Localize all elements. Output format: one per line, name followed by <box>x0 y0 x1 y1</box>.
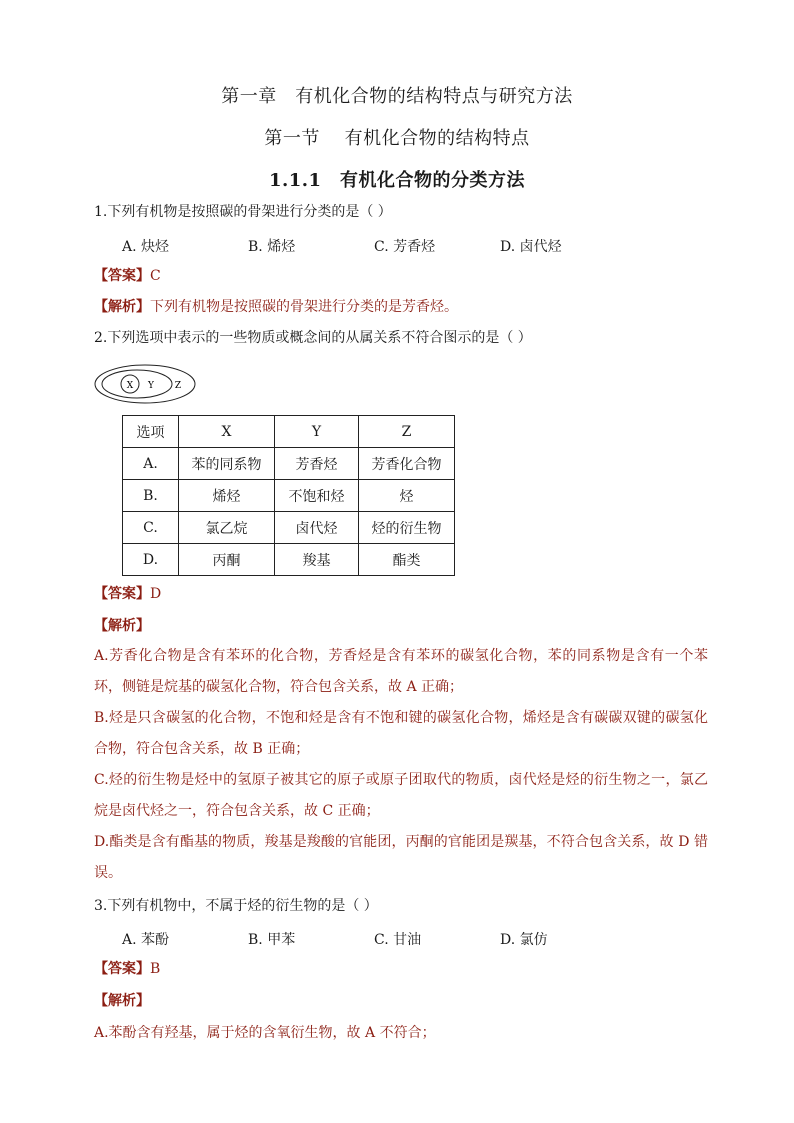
q1-answer-value: C <box>150 268 161 284</box>
table-row <box>123 544 455 576</box>
q3-option-d: D. 氯仿 <box>500 932 548 948</box>
q1-analysis <box>94 297 458 317</box>
q1-answer <box>94 266 161 286</box>
q2-answer <box>94 584 161 604</box>
table-cell: 丙酮 <box>179 544 275 576</box>
q1-option-a: A. 炔烃 <box>122 239 170 255</box>
q3-analysis-label: 【解析】 <box>94 993 150 1009</box>
q1-analysis-text: 下列有机物是按照碳的骨架进行分类的是芳香烃。 <box>150 299 458 315</box>
q2-analysis-b: B.烃是只含碳氢的化合物，不饱和烃是含有不饱和键的碳氢化合物，烯烃是含有碳碳双键的碳氢化合物，符合包含关系，故 B 正确； <box>94 710 708 757</box>
nested-ellipse-diagram <box>94 364 198 406</box>
q3-analysis-heading <box>94 991 150 1011</box>
table-cell: 氯乙烷 <box>179 512 275 544</box>
q2-answer-label: 【答案】 <box>94 586 150 602</box>
table-cell: A. <box>123 448 179 480</box>
q2-analysis-label: 【解析】 <box>94 618 150 634</box>
diagram-label-y: Y <box>148 381 154 391</box>
ellipse-y <box>102 370 172 398</box>
subsection-title: 1.1.1 有机化合物的分类方法 <box>268 170 526 191</box>
table-cell: D. <box>123 544 179 576</box>
table-cell: 烃 <box>359 480 455 512</box>
q2-stem: 2.下列选项中表示的一些物质或概念间的从属关系不符合图示的是（ ） <box>94 330 532 346</box>
table-cell: 羧基 <box>275 544 359 576</box>
q1-answer-label: 【答案】 <box>94 268 150 284</box>
section-title: 第一节 有机化合物的结构特点 <box>264 128 530 149</box>
q2-answer-value: D <box>150 586 162 602</box>
q3-option-b: B. 甲苯 <box>248 932 296 948</box>
table-cell: 芳香烃 <box>275 448 359 480</box>
table-cell: 芳香化合物 <box>359 448 455 480</box>
table-cell: 烯烃 <box>179 480 275 512</box>
q2-analysis-d: D.酯类是含有酯基的物质，羧基是羧酸的官能团，丙酮的官能团是羰基，不符合包含关系，故 D 错误。 <box>94 834 708 881</box>
table-header-cell: 选项 <box>123 416 179 448</box>
table-row <box>123 512 455 544</box>
table-header-cell: X <box>179 416 275 448</box>
table-row <box>123 448 455 480</box>
q2-analysis-a: A.芳香化合物是含有苯环的化合物，芳香烃是含有苯环的碳氢化合物，苯的同系物是含有一个苯环，侧链是烷基的碳氢化合物，符合包含关系，故 A 正确； <box>94 648 708 695</box>
q3-answer <box>94 959 160 979</box>
q3-analysis-a: A.苯酚含有羟基，属于烃的含氧衍生物，故 A 不符合； <box>94 1025 436 1041</box>
q3-option-a: A. 苯酚 <box>122 932 170 948</box>
table-cell: 不饱和烃 <box>275 480 359 512</box>
chapter-title: 第一章 有机化合物的结构特点与研究方法 <box>221 86 573 107</box>
q3-answer-value: B <box>150 961 161 977</box>
table-header-cell: Z <box>359 416 455 448</box>
q1-option-d: D. 卤代烃 <box>500 239 562 255</box>
q2-options-table <box>122 415 455 576</box>
q3-option-c: C. 甘油 <box>374 932 422 948</box>
q3-answer-label: 【答案】 <box>94 961 150 977</box>
q1-option-c: C. 芳香烃 <box>374 239 436 255</box>
table-row <box>123 480 455 512</box>
q1-option-b: B. 烯烃 <box>248 239 296 255</box>
table-cell: C. <box>123 512 179 544</box>
diagram-label-z: Z <box>174 381 182 391</box>
table-header-cell: Y <box>275 416 359 448</box>
table-cell: 酯类 <box>359 544 455 576</box>
table-cell: 烃的衍生物 <box>359 512 455 544</box>
q2-analysis-c: C.烃的衍生物是烃中的氢原子被其它的原子或原子团取代的物质，卤代烃是烃的衍生物之一，氯乙烷是卤代烃之一，符合包含关系，故 C 正确； <box>94 772 708 819</box>
diagram-label-x: X <box>126 381 134 391</box>
table-cell: 苯的同系物 <box>179 448 275 480</box>
q1-stem: 1.下列有机物是按照碳的骨架进行分类的是（ ） <box>94 204 392 220</box>
table-header-row <box>123 416 455 448</box>
q3-stem: 3.下列有机物中，不属于烃的衍生物的是（ ） <box>94 898 378 914</box>
q1-analysis-label: 【解析】 <box>94 299 150 315</box>
table-cell: 卤代烃 <box>275 512 359 544</box>
table-cell: B. <box>123 480 179 512</box>
q2-analysis-heading <box>94 616 150 636</box>
